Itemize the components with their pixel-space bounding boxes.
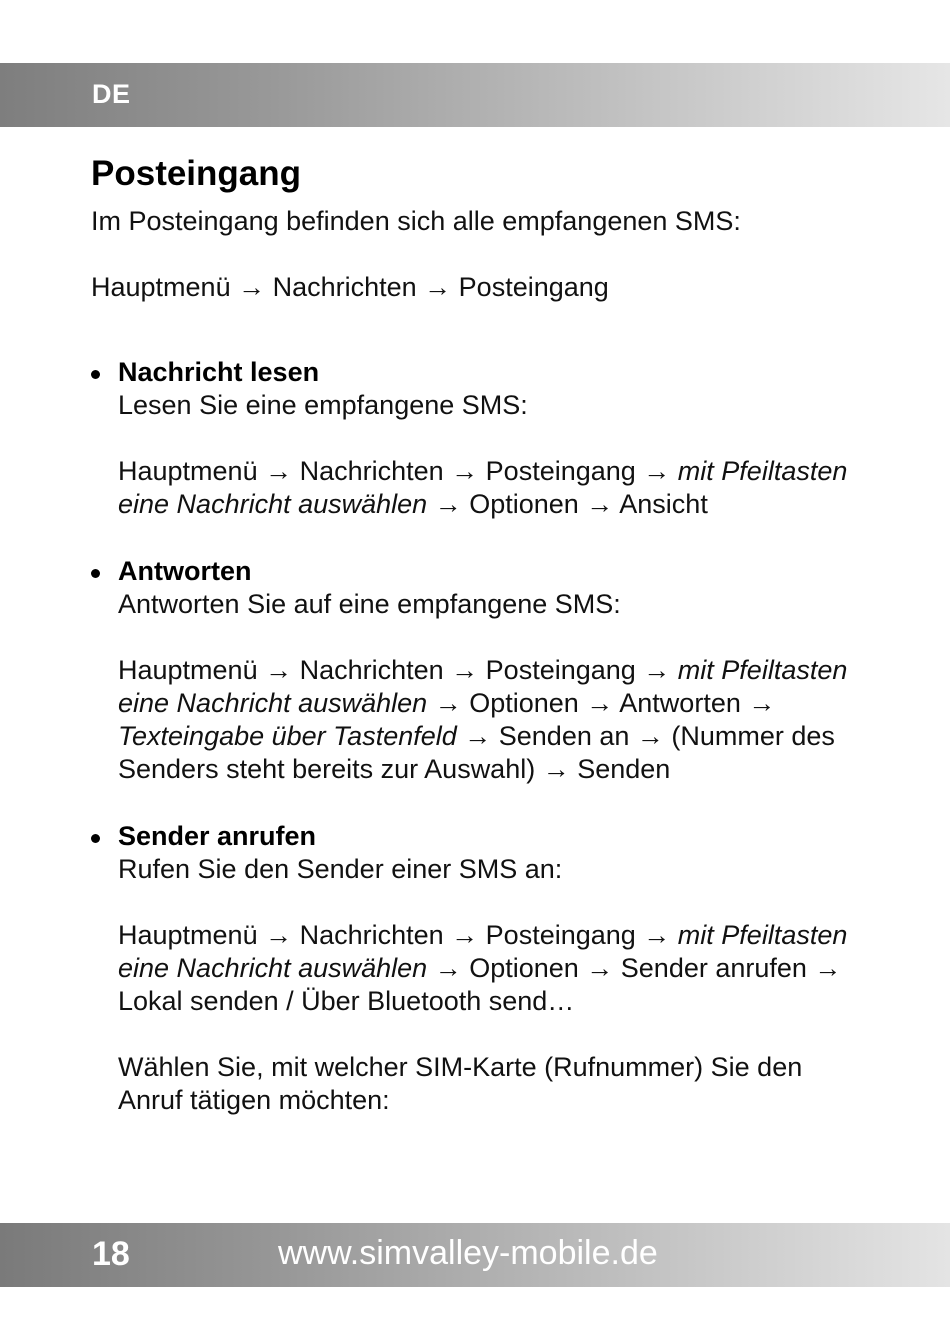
path-segment: mit Pfeiltasten eine Nachricht auswählen	[118, 655, 848, 718]
path-segment: mit Pfeiltasten eine Nachricht auswählen	[118, 456, 848, 519]
list-item	[91, 820, 861, 1117]
item-menu-path	[118, 455, 861, 521]
section-intro: Im Posteingang befinden sich alle empfangenen SMS:	[91, 206, 741, 236]
item-note: Wählen Sie, mit welcher SIM-Karte (Rufnummer) Sie den Anruf tätigen möchten:	[118, 1052, 803, 1115]
item-title: Sender anrufen	[118, 821, 317, 851]
path-segment: mit Pfeiltasten eine Nachricht auswählen	[118, 920, 848, 983]
item-description: Antworten Sie auf eine empfangene SMS:	[118, 589, 621, 619]
language-label: DE	[92, 79, 131, 109]
section-menu-path: Hauptmenü → Nachrichten → Posteingang	[91, 272, 609, 302]
item-title: Antworten	[118, 556, 252, 586]
list-item	[91, 555, 861, 786]
item-menu-path	[118, 654, 861, 786]
path-segment: Hauptmenü → Nachrichten → Posteingang →	[118, 456, 678, 486]
item-menu-path	[118, 919, 861, 1018]
path-segment: Hauptmenü → Nachrichten → Posteingang →	[118, 655, 678, 685]
bullet-icon	[91, 569, 100, 578]
item-description: Rufen Sie den Sender einer SMS an:	[118, 854, 563, 884]
item-description: Lesen Sie eine empfangene SMS:	[118, 390, 528, 420]
page-number: 18	[92, 1235, 130, 1273]
header-bar	[0, 63, 950, 127]
list-item	[91, 356, 861, 521]
page-content	[91, 152, 861, 1151]
feature-list	[91, 356, 861, 1117]
section-title: Posteingang	[91, 154, 302, 193]
path-segment: → Senden an → (Nummer des Senders steht bereits zur Auswahl) → Senden	[118, 721, 835, 784]
bullet-icon	[91, 370, 100, 379]
bullet-icon	[91, 834, 100, 843]
website-url: www.simvalley-mobile.de	[278, 1234, 658, 1272]
path-segment: → Optionen → Sender anrufen → Lokal senden / Über Bluetooth send…	[118, 953, 842, 1016]
path-segment: → Optionen → Ansicht	[427, 489, 708, 519]
path-segment: Texteingabe über Tastenfeld	[118, 721, 457, 751]
path-segment: → Optionen → Antworten →	[427, 688, 776, 718]
item-title: Nachricht lesen	[118, 357, 320, 387]
path-segment: Hauptmenü → Nachrichten → Posteingang →	[118, 920, 678, 950]
footer-bar	[0, 1223, 950, 1287]
